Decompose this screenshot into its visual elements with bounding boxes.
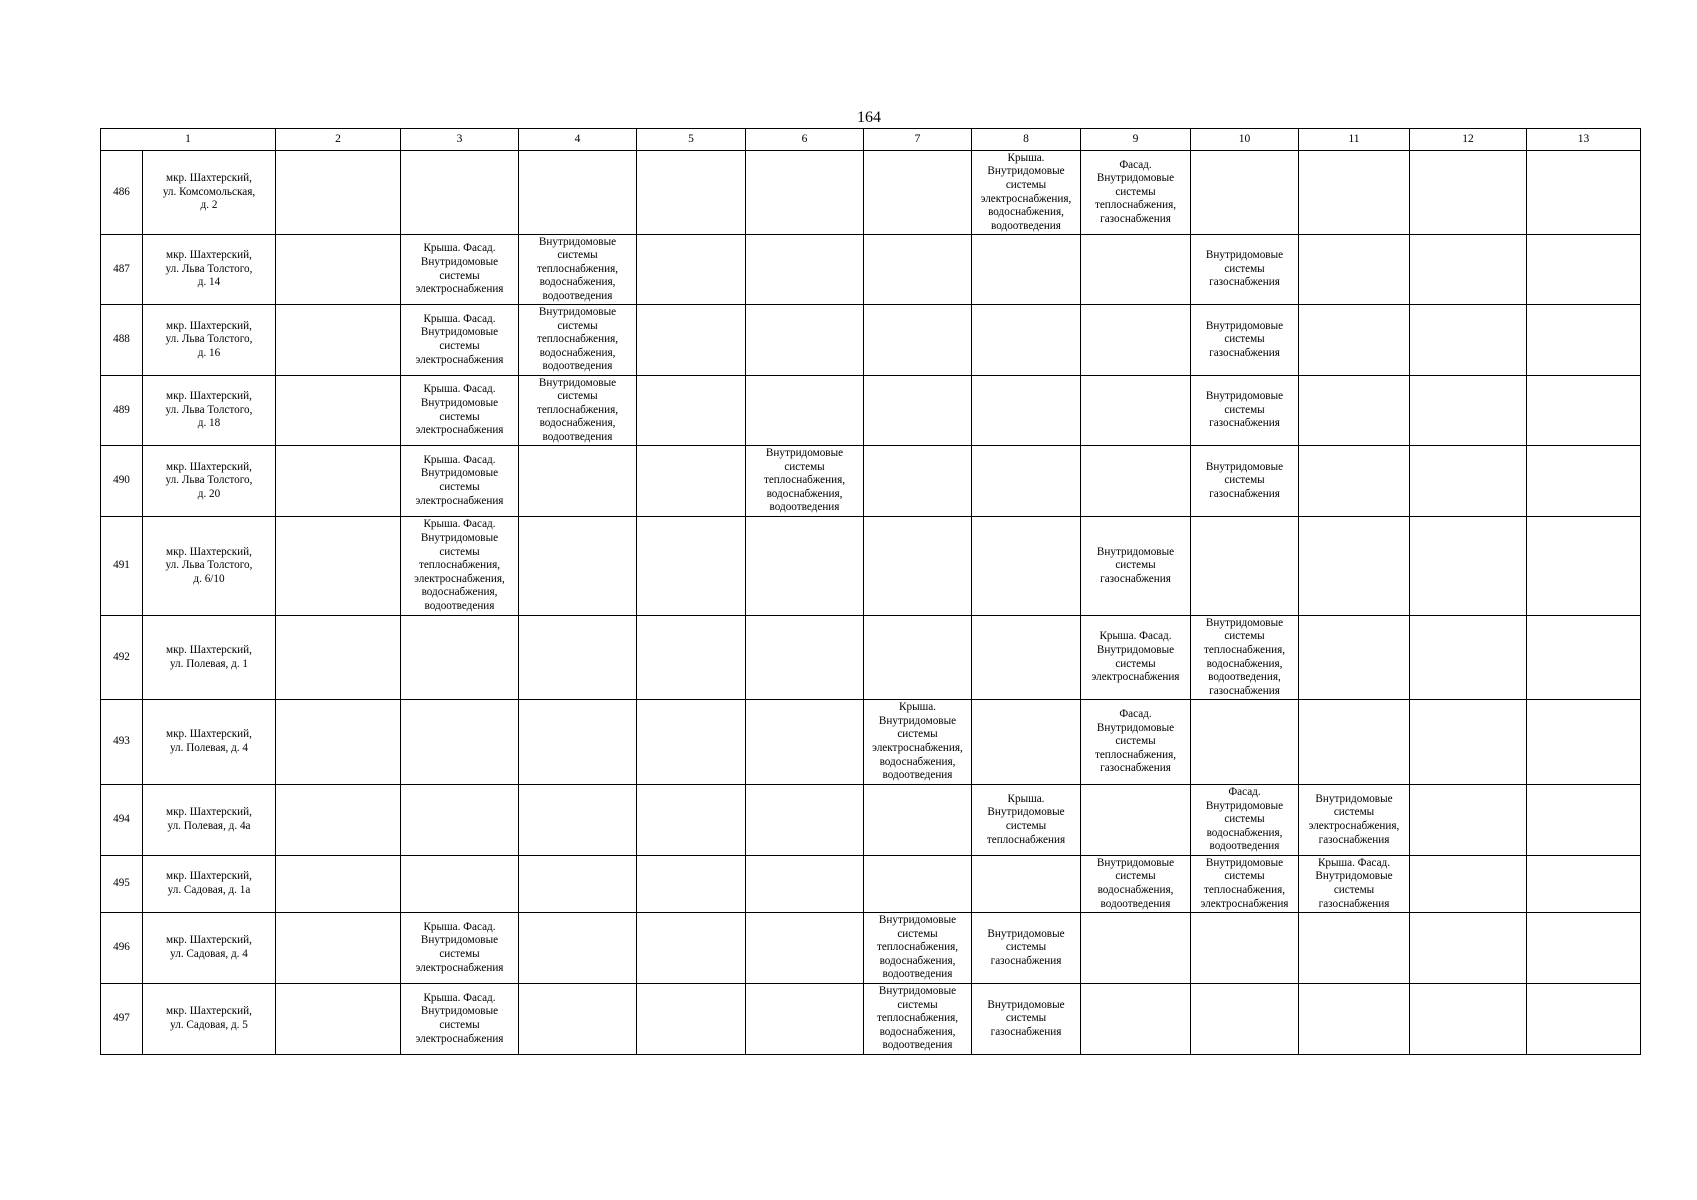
work-cell-col-3: Крыша. Фасад. Внутридомовые системы электроснабжения bbox=[401, 984, 519, 1055]
work-cell-col-12 bbox=[1410, 446, 1527, 517]
work-cell-col-5 bbox=[637, 305, 746, 376]
work-cell-col-8 bbox=[972, 856, 1081, 913]
work-cell-col-13 bbox=[1527, 616, 1641, 700]
row-number: 488 bbox=[101, 305, 143, 376]
work-cell-col-2 bbox=[276, 376, 401, 446]
work-cell-col-7 bbox=[864, 151, 972, 235]
address-cell: мкр. Шахтерский, ул. Садовая, д. 1а bbox=[143, 856, 276, 913]
work-cell-col-13 bbox=[1527, 785, 1641, 856]
work-cell-col-5 bbox=[637, 856, 746, 913]
work-cell-col-6 bbox=[746, 913, 864, 984]
work-cell-col-5 bbox=[637, 517, 746, 616]
work-cell-col-4: Внутридомовые системы теплоснабжения, водоснабжения, водоотведения bbox=[519, 376, 637, 446]
table-row bbox=[101, 856, 1641, 913]
work-cell-col-12 bbox=[1410, 151, 1527, 235]
work-cell-col-11 bbox=[1299, 517, 1410, 616]
work-cell-col-12 bbox=[1410, 616, 1527, 700]
work-cell-col-10: Внутридомовые системы газоснабжения bbox=[1191, 305, 1299, 376]
table-row bbox=[101, 235, 1641, 305]
work-cell-col-4 bbox=[519, 151, 637, 235]
work-cell-col-6 bbox=[746, 517, 864, 616]
work-cell-col-10 bbox=[1191, 984, 1299, 1055]
work-cell-col-4 bbox=[519, 517, 637, 616]
work-cell-col-4 bbox=[519, 856, 637, 913]
table-row bbox=[101, 616, 1641, 700]
row-number: 489 bbox=[101, 376, 143, 446]
work-cell-col-9 bbox=[1081, 785, 1191, 856]
work-cell-col-8 bbox=[972, 616, 1081, 700]
table-row bbox=[101, 151, 1641, 235]
column-header-9: 9 bbox=[1081, 129, 1191, 151]
work-cell-col-6 bbox=[746, 616, 864, 700]
work-cell-col-8 bbox=[972, 517, 1081, 616]
work-cell-col-11 bbox=[1299, 984, 1410, 1055]
table-row bbox=[101, 785, 1641, 856]
work-cell-col-6: Внутридомовые системы теплоснабжения, водоснабжения, водоотведения bbox=[746, 446, 864, 517]
work-cell-col-13 bbox=[1527, 913, 1641, 984]
address-cell: мкр. Шахтерский, ул. Льва Толстого, д. 16 bbox=[143, 305, 276, 376]
work-cell-col-8 bbox=[972, 235, 1081, 305]
work-cell-col-8: Крыша. Внутридомовые системы электроснабжения, водоснабжения, водоотведения bbox=[972, 151, 1081, 235]
work-cell-col-8 bbox=[972, 446, 1081, 517]
work-cell-col-9 bbox=[1081, 446, 1191, 517]
work-cell-col-3 bbox=[401, 700, 519, 785]
work-cell-col-13 bbox=[1527, 376, 1641, 446]
work-cell-col-10: Внутридомовые системы газоснабжения bbox=[1191, 235, 1299, 305]
column-header-8: 8 bbox=[972, 129, 1081, 151]
work-cell-col-12 bbox=[1410, 376, 1527, 446]
work-cell-col-5 bbox=[637, 700, 746, 785]
row-number: 487 bbox=[101, 235, 143, 305]
column-header-1: 1 bbox=[101, 129, 276, 151]
work-cell-col-7 bbox=[864, 305, 972, 376]
work-cell-col-11: Внутридомовые системы электроснабжения, газоснабжения bbox=[1299, 785, 1410, 856]
work-cell-col-13 bbox=[1527, 517, 1641, 616]
row-number: 496 bbox=[101, 913, 143, 984]
work-cell-col-11 bbox=[1299, 151, 1410, 235]
work-cell-col-2 bbox=[276, 700, 401, 785]
work-cell-col-5 bbox=[637, 913, 746, 984]
column-header-12: 12 bbox=[1410, 129, 1527, 151]
row-number: 497 bbox=[101, 984, 143, 1055]
work-cell-col-9 bbox=[1081, 376, 1191, 446]
work-cell-col-12 bbox=[1410, 984, 1527, 1055]
work-cell-col-5 bbox=[637, 235, 746, 305]
table-row bbox=[101, 984, 1641, 1055]
work-cell-col-5 bbox=[637, 984, 746, 1055]
work-cell-col-2 bbox=[276, 151, 401, 235]
work-cell-col-11 bbox=[1299, 913, 1410, 984]
work-cell-col-10 bbox=[1191, 151, 1299, 235]
work-cell-col-7: Внутридомовые системы теплоснабжения, водоснабжения, водоотведения bbox=[864, 913, 972, 984]
row-number: 490 bbox=[101, 446, 143, 517]
work-cell-col-11 bbox=[1299, 235, 1410, 305]
work-cell-col-6 bbox=[746, 305, 864, 376]
work-cell-col-4 bbox=[519, 446, 637, 517]
work-cell-col-6 bbox=[746, 151, 864, 235]
work-cell-col-4 bbox=[519, 913, 637, 984]
table-row bbox=[101, 517, 1641, 616]
work-cell-col-3 bbox=[401, 616, 519, 700]
work-cell-col-7 bbox=[864, 235, 972, 305]
work-cell-col-9 bbox=[1081, 984, 1191, 1055]
column-header-13: 13 bbox=[1527, 129, 1641, 151]
work-cell-col-8: Внутридомовые системы газоснабжения bbox=[972, 984, 1081, 1055]
work-cell-col-9 bbox=[1081, 235, 1191, 305]
work-cell-col-6 bbox=[746, 984, 864, 1055]
row-number: 492 bbox=[101, 616, 143, 700]
row-number: 494 bbox=[101, 785, 143, 856]
work-cell-col-11 bbox=[1299, 700, 1410, 785]
work-cell-col-9: Внутридомовые системы газоснабжения bbox=[1081, 517, 1191, 616]
column-header-10: 10 bbox=[1191, 129, 1299, 151]
work-cell-col-13 bbox=[1527, 235, 1641, 305]
work-cell-col-3: Крыша. Фасад. Внутридомовые системы электроснабжения bbox=[401, 305, 519, 376]
work-cell-col-2 bbox=[276, 785, 401, 856]
work-cell-col-10 bbox=[1191, 913, 1299, 984]
address-cell: мкр. Шахтерский, ул. Садовая, д. 5 bbox=[143, 984, 276, 1055]
work-cell-col-9: Фасад. Внутридомовые системы теплоснабжения, газоснабжения bbox=[1081, 151, 1191, 235]
work-cell-col-3: Крыша. Фасад. Внутридомовые системы электроснабжения bbox=[401, 913, 519, 984]
work-cell-col-5 bbox=[637, 376, 746, 446]
column-header-2: 2 bbox=[276, 129, 401, 151]
work-cell-col-12 bbox=[1410, 913, 1527, 984]
address-cell: мкр. Шахтерский, ул. Полевая, д. 4а bbox=[143, 785, 276, 856]
work-cell-col-4 bbox=[519, 984, 637, 1055]
address-cell: мкр. Шахтерский, ул. Льва Толстого, д. 18 bbox=[143, 376, 276, 446]
work-cell-col-5 bbox=[637, 785, 746, 856]
work-cell-col-4: Внутридомовые системы теплоснабжения, водоснабжения, водоотведения bbox=[519, 305, 637, 376]
schedule-table bbox=[100, 128, 1641, 1055]
work-cell-col-10: Внутридомовые системы теплоснабжения, электроснабжения bbox=[1191, 856, 1299, 913]
work-cell-col-6 bbox=[746, 785, 864, 856]
work-cell-col-2 bbox=[276, 446, 401, 517]
work-cell-col-10 bbox=[1191, 517, 1299, 616]
column-header-11: 11 bbox=[1299, 129, 1410, 151]
work-cell-col-2 bbox=[276, 235, 401, 305]
work-cell-col-6 bbox=[746, 700, 864, 785]
column-header-3: 3 bbox=[401, 129, 519, 151]
work-cell-col-3 bbox=[401, 785, 519, 856]
row-number: 495 bbox=[101, 856, 143, 913]
work-cell-col-4 bbox=[519, 785, 637, 856]
work-cell-col-2 bbox=[276, 856, 401, 913]
address-cell: мкр. Шахтерский, ул. Полевая, д. 4 bbox=[143, 700, 276, 785]
table-row bbox=[101, 376, 1641, 446]
work-cell-col-5 bbox=[637, 151, 746, 235]
work-cell-col-2 bbox=[276, 984, 401, 1055]
work-cell-col-13 bbox=[1527, 984, 1641, 1055]
work-cell-col-11 bbox=[1299, 616, 1410, 700]
work-cell-col-12 bbox=[1410, 305, 1527, 376]
work-cell-col-6 bbox=[746, 856, 864, 913]
work-cell-col-7 bbox=[864, 517, 972, 616]
work-cell-col-7: Крыша. Внутридомовые системы электроснабжения, водоснабжения, водоотведения bbox=[864, 700, 972, 785]
work-cell-col-3 bbox=[401, 151, 519, 235]
work-cell-col-3: Крыша. Фасад. Внутридомовые системы электроснабжения bbox=[401, 446, 519, 517]
work-cell-col-10 bbox=[1191, 700, 1299, 785]
work-cell-col-13 bbox=[1527, 446, 1641, 517]
work-cell-col-12 bbox=[1410, 700, 1527, 785]
table-row bbox=[101, 446, 1641, 517]
work-cell-col-2 bbox=[276, 913, 401, 984]
work-cell-col-8 bbox=[972, 700, 1081, 785]
work-cell-col-13 bbox=[1527, 305, 1641, 376]
work-cell-col-4 bbox=[519, 700, 637, 785]
address-cell: мкр. Шахтерский, ул. Льва Толстого, д. 6/10 bbox=[143, 517, 276, 616]
work-cell-col-8 bbox=[972, 305, 1081, 376]
work-cell-col-12 bbox=[1410, 235, 1527, 305]
work-cell-col-4: Внутридомовые системы теплоснабжения, водоснабжения, водоотведения bbox=[519, 235, 637, 305]
work-cell-col-12 bbox=[1410, 517, 1527, 616]
work-cell-col-13 bbox=[1527, 151, 1641, 235]
work-cell-col-8: Внутридомовые системы газоснабжения bbox=[972, 913, 1081, 984]
work-cell-col-13 bbox=[1527, 700, 1641, 785]
address-cell: мкр. Шахтерский, ул. Садовая, д. 4 bbox=[143, 913, 276, 984]
address-cell: мкр. Шахтерский, ул. Льва Толстого, д. 14 bbox=[143, 235, 276, 305]
column-header-6: 6 bbox=[746, 129, 864, 151]
work-cell-col-12 bbox=[1410, 856, 1527, 913]
work-cell-col-2 bbox=[276, 616, 401, 700]
table-row bbox=[101, 700, 1641, 785]
work-cell-col-10: Внутридомовые системы газоснабжения bbox=[1191, 446, 1299, 517]
work-cell-col-11: Крыша. Фасад. Внутридомовые системы газоснабжения bbox=[1299, 856, 1410, 913]
header-row bbox=[101, 129, 1641, 151]
work-cell-col-13 bbox=[1527, 856, 1641, 913]
work-cell-col-10: Фасад. Внутридомовые системы водоснабжения, водоотведения bbox=[1191, 785, 1299, 856]
row-number: 493 bbox=[101, 700, 143, 785]
work-cell-col-7 bbox=[864, 446, 972, 517]
table-row bbox=[101, 305, 1641, 376]
work-cell-col-8: Крыша. Внутридомовые системы теплоснабжения bbox=[972, 785, 1081, 856]
work-cell-col-9 bbox=[1081, 305, 1191, 376]
work-cell-col-5 bbox=[637, 446, 746, 517]
work-cell-col-7 bbox=[864, 616, 972, 700]
work-cell-col-9: Фасад. Внутридомовые системы теплоснабжения, газоснабжения bbox=[1081, 700, 1191, 785]
work-cell-col-10: Внутридомовые системы газоснабжения bbox=[1191, 376, 1299, 446]
row-number: 491 bbox=[101, 517, 143, 616]
work-cell-col-3: Крыша. Фасад. Внутридомовые системы теплоснабжения, электроснабжения, водоснабжения, водоотведения bbox=[401, 517, 519, 616]
work-cell-col-8 bbox=[972, 376, 1081, 446]
work-cell-col-9: Внутридомовые системы водоснабжения, водоотведения bbox=[1081, 856, 1191, 913]
address-cell: мкр. Шахтерский, ул. Льва Толстого, д. 20 bbox=[143, 446, 276, 517]
work-cell-col-12 bbox=[1410, 785, 1527, 856]
column-header-5: 5 bbox=[637, 129, 746, 151]
column-header-7: 7 bbox=[864, 129, 972, 151]
work-cell-col-7 bbox=[864, 785, 972, 856]
work-cell-col-11 bbox=[1299, 376, 1410, 446]
work-cell-col-11 bbox=[1299, 305, 1410, 376]
page-number: 164 bbox=[857, 109, 881, 126]
work-cell-col-6 bbox=[746, 376, 864, 446]
work-cell-col-11 bbox=[1299, 446, 1410, 517]
work-cell-col-4 bbox=[519, 616, 637, 700]
work-cell-col-10: Внутридомовые системы теплоснабжения, водоснабжения, водоотведения, газоснабжения bbox=[1191, 616, 1299, 700]
table-row bbox=[101, 913, 1641, 984]
address-cell: мкр. Шахтерский, ул. Полевая, д. 1 bbox=[143, 616, 276, 700]
work-cell-col-9: Крыша. Фасад. Внутридомовые системы электроснабжения bbox=[1081, 616, 1191, 700]
work-cell-col-7 bbox=[864, 376, 972, 446]
column-header-4: 4 bbox=[519, 129, 637, 151]
address-cell: мкр. Шахтерский, ул. Комсомольская, д. 2 bbox=[143, 151, 276, 235]
work-cell-col-7 bbox=[864, 856, 972, 913]
work-cell-col-5 bbox=[637, 616, 746, 700]
work-cell-col-3 bbox=[401, 856, 519, 913]
row-number: 486 bbox=[101, 151, 143, 235]
work-cell-col-9 bbox=[1081, 913, 1191, 984]
work-cell-col-3: Крыша. Фасад. Внутридомовые системы электроснабжения bbox=[401, 376, 519, 446]
work-cell-col-3: Крыша. Фасад. Внутридомовые системы электроснабжения bbox=[401, 235, 519, 305]
work-cell-col-6 bbox=[746, 235, 864, 305]
work-cell-col-7: Внутридомовые системы теплоснабжения, водоснабжения, водоотведения bbox=[864, 984, 972, 1055]
table-body bbox=[101, 129, 1641, 1055]
work-cell-col-2 bbox=[276, 517, 401, 616]
work-cell-col-2 bbox=[276, 305, 401, 376]
